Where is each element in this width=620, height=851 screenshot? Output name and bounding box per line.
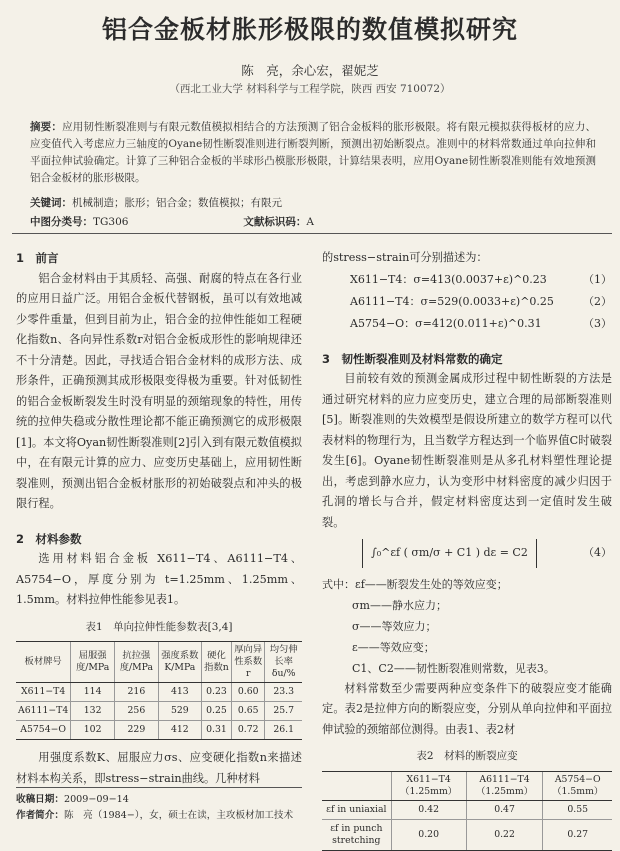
table2-header-cell xyxy=(322,771,391,800)
table1-cell: 413 xyxy=(158,683,201,702)
table1-header-cell: 板材牌号 xyxy=(16,642,71,683)
table1-cell: 216 xyxy=(115,683,159,702)
table1-cell: 229 xyxy=(115,721,159,740)
equation-number: （2） xyxy=(583,294,612,308)
table1-cell: 0.72 xyxy=(232,721,265,740)
integral-expression: ∫₀^εf ( σm/σ + C1 ) dε = C2 xyxy=(362,539,537,568)
equation-list xyxy=(322,269,612,335)
section-3-paragraph-2: 材料常数至少需要两种应变条件下的破裂应变才能确定。表2是拉伸方向的断裂应变，分别从单向拉伸和平面拉伸试验的颈缩部位测得。由表1、表2材 xyxy=(322,681,612,736)
table2-header-cell: A6111−T4（1.25mm） xyxy=(466,771,543,800)
date-label: 收稿日期： xyxy=(16,794,64,805)
table2-caption: 表2 材料的断裂应变 xyxy=(416,750,518,762)
equation-row xyxy=(322,291,612,313)
table2 xyxy=(322,771,612,851)
section-1-heading: 1 前言 xyxy=(16,251,59,265)
section-2-paragraph: 选用材料铝合金板 X611−T4、A6111−T4、A5754−O，厚度分别为 t=1.25mm、1.25mm、1.5mm。材料拉伸性能参见表1。 xyxy=(16,552,302,606)
table1-header-cell: 抗拉强度/MPa xyxy=(115,642,159,683)
header-divider xyxy=(12,233,612,234)
equation-number: （3） xyxy=(583,316,612,330)
section-3-paragraph: 目前较有效的预测金属成形过程中韧性断裂的方法是通过研究材料的应力应变历史，建立合理的局部断裂准则[5]。断裂准则的失效模型是假设所建立的数学方程可以代表材料的物理行为，且当数学方程达到一个临界值C时破裂发生[6]。Oyane韧性断裂准则是从多孔材料塑性理论提出，考虑到静水应力，认为变形中材料密度的减少归因于孔洞的增长与合并，假定材料密度达到一定值时发生破裂。 xyxy=(322,372,612,529)
equation-row xyxy=(322,313,612,335)
equation-row xyxy=(322,269,612,291)
abstract-label: 摘要： xyxy=(30,121,63,133)
table1-cell: 0.23 xyxy=(201,683,231,702)
symbol-definitions xyxy=(322,574,612,679)
table2-header-cell: A5754−O（1.5mm） xyxy=(543,771,612,800)
equation-text: A6111−T4：σ=529(0.0033+ε)^0.25 xyxy=(350,294,554,308)
table1-cell: 102 xyxy=(71,721,115,740)
table1-cell: 26.1 xyxy=(265,721,302,740)
table2-cell: 0.22 xyxy=(466,819,543,850)
symbol-definition: ε——等效应变； xyxy=(352,640,435,654)
equation-text: A5754−O：σ=412(0.011+ε)^0.31 xyxy=(350,316,542,330)
table1-cell: 25.7 xyxy=(265,702,302,721)
classification xyxy=(30,214,596,229)
author-note-label: 作者简介： xyxy=(16,810,64,821)
authors: 陈 亮，余心宏，翟妮芝 xyxy=(241,63,379,78)
keywords-label: 关键词： xyxy=(30,197,72,209)
table1-header-cell: 屈服强度/MPa xyxy=(71,642,115,683)
table2-cell: 0.27 xyxy=(543,819,612,850)
table2-row xyxy=(322,819,612,850)
table2-cell: 0.42 xyxy=(391,800,466,819)
paper-title: 铝合金板材胀形极限的数值模拟研究 xyxy=(101,15,518,44)
table1-header-cell: 均匀伸长率δu/% xyxy=(265,642,302,683)
symbol-definition: 式中：εf——断裂发生处的等效应变； xyxy=(322,577,508,591)
table2-header-cell: X611−T4（1.25mm） xyxy=(391,771,466,800)
cls-value: TG306 xyxy=(93,216,129,228)
section-1-paragraph: 铝合金材料由于其质轻、高强、耐腐的特点在各行业的应用日益广泛。用铝合金板代替钢板，虽可以有效地减少零件重量，但到目前为止，铝合金的拉伸性能如工程硬化指数n、各向异性系数r对铝合金板成形性的影响规律还不十分清楚。因此，寻找适合铝合金材料的成形方法、成形条件，正确预测其成形极限变得极为重要。针对低韧性的铝合金板断裂发生时没有明显的颈缩现象的特性，用传统的拉伸失稳或分散性理论都不能正确预测它的成形极限[1]。本文将Oyan韧性断裂准则[2]引入到有限元数值模拟中，在有限元计算的应力、应变历史基础上，应用韧性断裂准则，预测出铝合金板材胀形的初始破裂点和冲头的极限行程。 xyxy=(16,271,302,510)
table1-cell: 114 xyxy=(71,683,115,702)
table2-cell: 0.55 xyxy=(543,800,612,819)
table1-cell: 529 xyxy=(158,702,201,721)
section-3-heading: 3 韧性断裂准则及材料常数的确定 xyxy=(322,351,503,366)
table1-header-cell: 厚向异性系数r xyxy=(232,642,265,683)
footnote xyxy=(16,787,302,824)
abstract xyxy=(30,119,596,187)
table2-cell: 0.20 xyxy=(391,819,466,850)
keywords xyxy=(30,195,596,210)
doc-code-value: A xyxy=(306,216,314,228)
table1 xyxy=(16,641,302,740)
table1-cell: 0.65 xyxy=(232,702,265,721)
stress-strain-intro: 的stress−strain可分别描述为： xyxy=(322,251,488,264)
equation-text: X611−T4：σ=413(0.0037+ε)^0.23 xyxy=(350,272,547,286)
table1-cell: A6111−T4 xyxy=(16,702,71,721)
date-value: 2009−09−14 xyxy=(63,794,129,805)
table1-cell: 412 xyxy=(158,721,201,740)
abstract-text: 应用韧性断裂准则与有限元数值模拟相结合的方法预测了铝合金板料的胀形极限。将有限元模拟获得板材的应力、应变值代入考虑应力三轴度的Oyane韧性断裂准则进行断裂判断，预测出初始断裂点。准则中的材料常数通过单向拉伸和平面拉伸试验确定。计算了三种铝合金板的半球形凸模胀形极限，计算结果表明，应用Oyane韧性断裂准则能有效地预测铝合金板材的胀形极限。 xyxy=(30,121,597,184)
table1-row xyxy=(16,721,302,740)
table1-cell: 0.31 xyxy=(201,721,231,740)
cls-label: 中图分类号： xyxy=(30,216,93,228)
table1-cell: 23.3 xyxy=(265,683,302,702)
table1-cell: X611−T4 xyxy=(16,683,71,702)
affiliation: （西北工业大学 材料科学与工程学院，陕西 西安 710072） xyxy=(169,83,451,95)
table2-cell: εf in punch stretching xyxy=(322,819,391,850)
table1-row xyxy=(16,702,302,721)
equation-number: （1） xyxy=(583,272,612,286)
left-column xyxy=(16,248,302,789)
symbol-definition: σm——静水应力； xyxy=(352,598,447,612)
table1-cell: 0.25 xyxy=(201,702,231,721)
symbol-definition: C1、C2——韧性断裂准则常数，见表3。 xyxy=(352,661,555,675)
symbol-definition: σ——等效应力； xyxy=(352,619,437,633)
table1-cell: 132 xyxy=(71,702,115,721)
table2-row xyxy=(322,800,612,819)
keywords-text: 机械制造；胀形；铝合金；数值模拟；有限元 xyxy=(72,197,282,209)
table2-cell: εf in uniaxial xyxy=(322,800,391,819)
table2-cell: 0.47 xyxy=(466,800,543,819)
author-note-value: 陈 亮（1984−），女，硕士在读，主攻板材加工技术 xyxy=(63,810,294,821)
table1-header-cell: 硬化指数n xyxy=(201,642,231,683)
section-2-heading: 2 材料参数 xyxy=(16,531,82,546)
table1-cell: 0.60 xyxy=(232,683,265,702)
table1-cell: A5754−O xyxy=(16,721,71,740)
equation-4-number: （4） xyxy=(583,546,612,559)
table1-cell: 256 xyxy=(115,702,159,721)
right-column xyxy=(322,248,612,851)
table1-caption: 表1 单向拉伸性能参数表[3,4] xyxy=(85,620,233,633)
table1-header-cell: 强度系数K/MPa xyxy=(158,642,201,683)
section-2-paragraph-2: 用强度系数K、屈服应力σs、应变硬化指数n来描述材料本构关系，即stress−strain曲线。几种材料 xyxy=(16,751,302,785)
doc-code-label: 文献标识码： xyxy=(243,216,307,228)
table1-row xyxy=(16,683,302,702)
oyane-criterion-equation xyxy=(322,539,612,568)
